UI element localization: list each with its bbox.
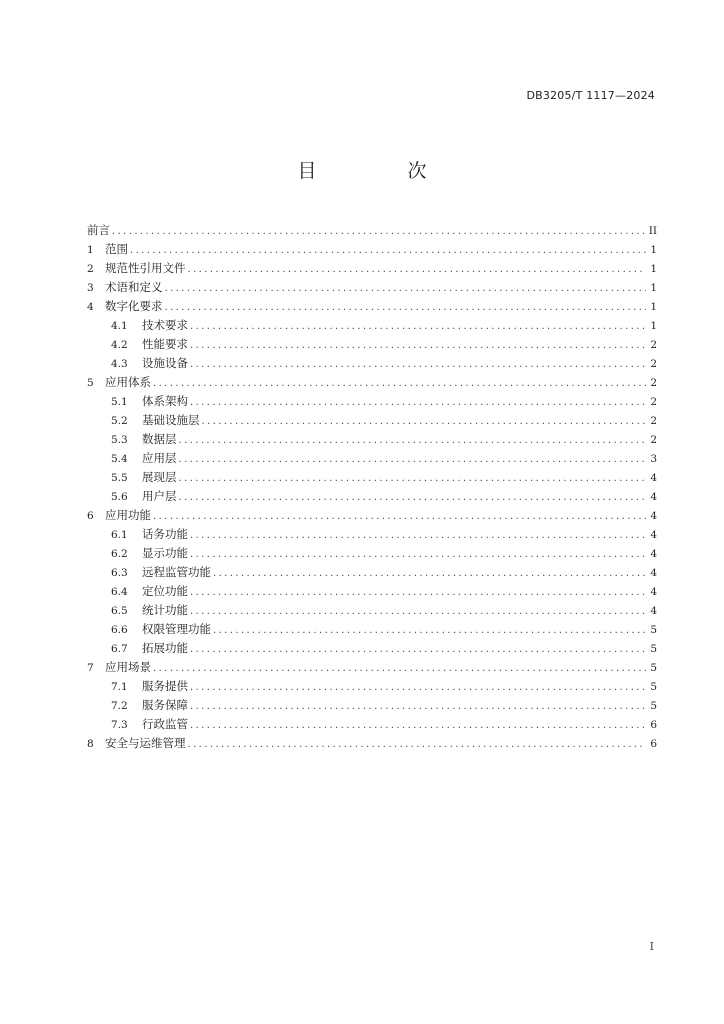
- dot-leader: [165, 279, 647, 298]
- toc-entry-label: 应用功能: [105, 508, 151, 522]
- toc-entry-number: 6.1: [111, 529, 128, 541]
- dot-leader: [153, 507, 646, 526]
- toc-entry-label: 应用层: [142, 451, 177, 465]
- toc-entry-page: 2: [650, 415, 657, 427]
- toc-entry-label: 安全与运维管理: [105, 736, 186, 750]
- toc-entry-number: 7: [87, 662, 94, 674]
- toc-entry[interactable]: [87, 240, 657, 259]
- toc-entry[interactable]: [87, 582, 657, 601]
- toc-entry-label: 用户层: [142, 489, 177, 503]
- dot-leader: [188, 735, 647, 754]
- toc-entry-number: 8: [87, 738, 94, 750]
- toc-entry[interactable]: [87, 563, 657, 582]
- toc-entry-page: 4: [650, 567, 657, 579]
- toc-entry-page: 4: [650, 472, 657, 484]
- toc-entry[interactable]: [87, 601, 657, 620]
- toc-entry-label: 定位功能: [142, 584, 188, 598]
- toc-entry-label: 应用场景: [105, 660, 151, 674]
- dot-leader: [112, 222, 645, 241]
- toc-entry-number: 4.3: [111, 358, 128, 370]
- dot-leader: [190, 697, 646, 716]
- toc-entry-number: 2: [87, 263, 94, 275]
- toc-entry-number: 5.6: [111, 491, 128, 503]
- toc-entry[interactable]: [87, 449, 657, 468]
- toc-entry-page: 6: [650, 719, 657, 731]
- dot-leader: [190, 678, 646, 697]
- dot-leader: [213, 564, 646, 583]
- toc-entry-page: 1: [650, 244, 657, 256]
- toc-entry-label: 行政监管: [142, 717, 188, 731]
- toc-entry[interactable]: [87, 278, 657, 297]
- dot-leader: [190, 602, 646, 621]
- toc-entry-number: 6.4: [111, 586, 128, 598]
- dot-leader: [153, 374, 646, 393]
- toc-entry-number: 7.1: [111, 681, 128, 693]
- toc-entry[interactable]: [87, 468, 657, 487]
- toc-entry-number: 6.2: [111, 548, 128, 560]
- toc-entry[interactable]: [87, 696, 657, 715]
- dot-leader: [179, 488, 647, 507]
- toc-entry[interactable]: [87, 297, 657, 316]
- toc-entry-page: 4: [650, 491, 657, 503]
- toc-entry-page: 5: [650, 643, 657, 655]
- toc-entry-number: 5.4: [111, 453, 128, 465]
- toc-entry-page: 5: [650, 662, 657, 674]
- toc-entry-page: 4: [650, 605, 657, 617]
- dot-leader: [190, 317, 646, 336]
- dot-leader: [179, 469, 647, 488]
- toc-entry[interactable]: [87, 354, 657, 373]
- toc-entry-page: 2: [650, 358, 657, 370]
- dot-leader: [130, 241, 646, 260]
- toc-entry-label: 技术要求: [142, 318, 188, 332]
- toc-entry-page: 4: [650, 548, 657, 560]
- toc-entry-number: 3: [87, 282, 94, 294]
- toc-entry-page: 1: [650, 263, 657, 275]
- toc-entry-page: 4: [650, 529, 657, 541]
- toc-entry[interactable]: [87, 715, 657, 734]
- toc-entry-page: 1: [650, 301, 657, 313]
- toc-entry-label: 权限管理功能: [142, 622, 211, 636]
- toc-entry-page: 2: [650, 434, 657, 446]
- toc-entry-number: 4: [87, 301, 94, 313]
- toc-entry[interactable]: [87, 259, 657, 278]
- toc-entry[interactable]: [87, 544, 657, 563]
- dot-leader: [179, 431, 647, 450]
- toc-entry-label: 应用体系: [105, 375, 151, 389]
- toc-entry-page: 3: [650, 453, 657, 465]
- toc-entry-label: 性能要求: [142, 337, 188, 351]
- toc-entry[interactable]: [87, 677, 657, 696]
- toc-entry-page: 1: [650, 282, 657, 294]
- dot-leader: [190, 545, 646, 564]
- toc-entry-number: 1: [87, 244, 94, 256]
- dot-leader: [190, 583, 646, 602]
- toc-entry-number: 5.1: [111, 396, 128, 408]
- dot-leader: [179, 450, 647, 469]
- toc-entry-page: 4: [650, 510, 657, 522]
- toc-entry-label: 规范性引用文件: [105, 261, 186, 275]
- toc-entry[interactable]: [87, 506, 657, 525]
- toc-entry-number: 7.3: [111, 719, 128, 731]
- toc-entry-label: 数据层: [142, 432, 177, 446]
- toc-entry-number: 7.2: [111, 700, 128, 712]
- toc-entry[interactable]: [87, 734, 657, 753]
- dot-leader: [165, 298, 647, 317]
- toc-entry-number: 6.7: [111, 643, 128, 655]
- toc-entry[interactable]: [87, 221, 657, 240]
- dot-leader: [213, 621, 646, 640]
- toc-entry-page: II: [648, 225, 657, 237]
- dot-leader: [190, 716, 646, 735]
- toc-entry-page: 4: [650, 586, 657, 598]
- toc-entry[interactable]: [87, 487, 657, 506]
- toc-entry-page: 2: [650, 396, 657, 408]
- toc-entry[interactable]: [87, 658, 657, 677]
- toc-entry-label: 话务功能: [142, 527, 188, 541]
- toc-entry-number: 6: [87, 510, 94, 522]
- toc-entry-number: 5.2: [111, 415, 128, 427]
- toc-entry-page: 5: [650, 700, 657, 712]
- toc-entry-label: 范围: [105, 242, 128, 256]
- dot-leader: [190, 336, 646, 355]
- toc-entry-page: 5: [650, 624, 657, 636]
- toc-entry-label: 远程监管功能: [142, 565, 211, 579]
- toc-entry-page: 2: [650, 339, 657, 351]
- toc-entry[interactable]: [87, 335, 657, 354]
- toc-entry-label: 服务提供: [142, 679, 188, 693]
- dot-leader: [190, 355, 646, 374]
- toc-entry[interactable]: [87, 373, 657, 392]
- toc-entry[interactable]: [87, 411, 657, 430]
- dot-leader: [190, 640, 646, 659]
- toc-entry-page: 6: [650, 738, 657, 750]
- toc-entry[interactable]: [87, 620, 657, 639]
- toc-entry-label: 显示功能: [142, 546, 188, 560]
- toc-entry-number: 4.2: [111, 339, 128, 351]
- toc-entry-label: 服务保障: [142, 698, 188, 712]
- toc-entry-label: 设施设备: [142, 356, 188, 370]
- dot-leader: [202, 412, 647, 431]
- page-number: I: [649, 940, 654, 953]
- toc-entry-label: 术语和定义: [105, 280, 163, 294]
- toc-entry-page: 1: [650, 320, 657, 332]
- toc-entry-label: 体系架构: [142, 394, 188, 408]
- dot-leader: [188, 260, 647, 279]
- toc-entry-label: 展现层: [142, 470, 177, 484]
- toc-entry-number: 4.1: [111, 320, 128, 332]
- toc-entry[interactable]: [87, 392, 657, 411]
- toc-entry[interactable]: [87, 430, 657, 449]
- toc-entry-label: 统计功能: [142, 603, 188, 617]
- toc-entry-number: 6.6: [111, 624, 128, 636]
- dot-leader: [190, 393, 646, 412]
- toc-entry[interactable]: [87, 316, 657, 335]
- page-title: 目 次: [297, 160, 463, 182]
- toc-entry-number: 6.5: [111, 605, 128, 617]
- toc-entry-number: 5.3: [111, 434, 128, 446]
- toc-entry-page: 2: [650, 377, 657, 389]
- toc-entry-label: 拓展功能: [142, 641, 188, 655]
- toc-entry-page: 5: [650, 681, 657, 693]
- toc-entry-number: 6.3: [111, 567, 128, 579]
- document-code: DB3205/T 1117—2024: [526, 89, 655, 102]
- table-of-contents: [87, 221, 657, 753]
- toc-entry-number: 5.5: [111, 472, 128, 484]
- dot-leader: [153, 659, 646, 678]
- toc-entry[interactable]: [87, 525, 657, 544]
- toc-entry-label: 基础设施层: [142, 413, 200, 427]
- toc-entry[interactable]: [87, 639, 657, 658]
- toc-entry-number: 5: [87, 377, 94, 389]
- toc-entry-label: 前言: [87, 223, 110, 237]
- dot-leader: [190, 526, 646, 545]
- toc-entry-label: 数字化要求: [105, 299, 163, 313]
